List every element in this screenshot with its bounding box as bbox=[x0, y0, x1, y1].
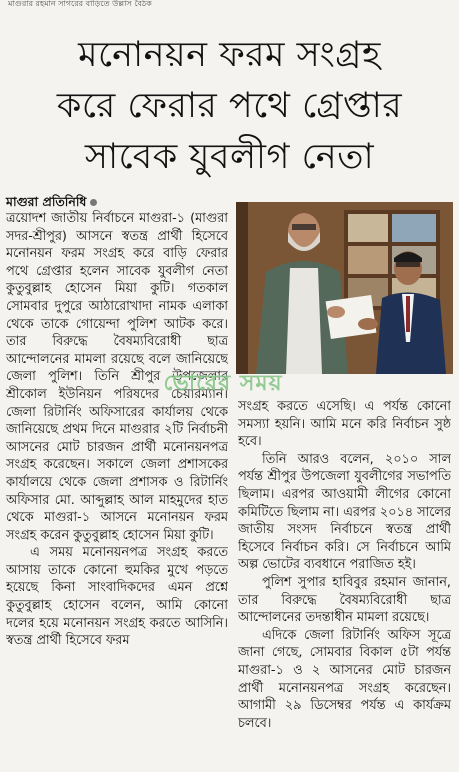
bullet-icon bbox=[90, 199, 97, 206]
headline-line-3: সাবেক যুবলীগ নেতা bbox=[84, 137, 375, 177]
top-strip-text: মাগুরার রহমান সাগরের বাড়িতে উল্লাস বৈঠক bbox=[8, 0, 152, 8]
article-paragraph: পুলিশ সুপার হাবিবুর রহমান জানান, তার বিরুদ্ধে বৈষম্যবিরোধী ছাত্র আন্দোলনের তদন্তাধীন মামলা রয়েছে। bbox=[238, 574, 451, 626]
article-left-column bbox=[6, 210, 228, 755]
article-paragraph: এদিকে জেলা রিটার্নিং অফিস সূত্রে জানা গেছে, সোমবার বিকাল ৫টা পর্যন্ত মাগুরা-১ ও ২ আসনের মোট চারজন প্রার্থী মনোনয়নপত্র সংগ্রহ করেছেন। আগামী ২৯ ডিসেম্বর পর্যন্ত এ কার্যক্রম চলবে। bbox=[238, 627, 451, 731]
watermark-logo: ভোরের সময় bbox=[163, 371, 283, 396]
headline-line-2: করে ফেরার পথে গ্রেপ্তার bbox=[56, 86, 403, 126]
headline-line-1: মনোনয়ন ফরম সংগ্রহ bbox=[78, 35, 381, 75]
article-right-column bbox=[238, 398, 451, 755]
photo-icon bbox=[236, 202, 453, 374]
article-paragraph: ত্রয়োদশ জাতীয় নির্বাচনে মাগুরা-১ (মাগুরা সদর-শ্রীপুর) আসনে স্বতন্ত্র প্রার্থী হিসেবে মনোনয়ন ফরম সংগ্রহ করে বাড়ি ফেরার পথে গ্রেপ্তার হলেন সাবেক যুবলীগ নেতা কুতুবুল্লাহ হোসেন মিয়া কুটি। গতকাল সোমবার দুপুরে আঠারোখাদা নামক এলাকা থেকে তাকে গোয়েন্দা পুলিশ আটক করে। তার বিরুদ্ধে বৈষম্যবিরোধী ছাত্র আন্দোলনের মামলা রয়েছে বলে জানিয়েছে জেলা পুলিশ। তিনি শ্রীপুর উপজেলার শ্রীকোল ইউনিয়ন পরিষদের চেয়ারম্যান। জেলা রিটার্নিং অফিসারের কার্যালয় থেকে জানিয়েছে প্রথম দিনে মাগুরার ২টি নির্বাচনী আসনের মোট চারজন প্রার্থী মনোনয়নপত্র সংগ্রহ করেছেন। সকালে জেলা প্রশাসকের কার্যালয়ে থেকে জেলা প্রশাসক ও রিটার্নিং অফিসার মো. আব্দুল্লাহ আল মাহমুদের হাত থেকে মাগুরা-১ আসনে মনোনয়ন ফরম সংগ্রহ করেন কুতুবুল্লাহ হোসেন মিয়া কুটি। bbox=[6, 211, 228, 543]
article-paragraph: এ সময় মনোনয়নপত্র সংগ্রহ করতে আসায় তাকে কোনো হুমকির মুখে পড়তে হয়েছে কিনা সাংবাদিকদের এমন প্রশ্নে কুতুবুল্লাহ হোসেন বলেন, আমি কোনো দলের হয়ে মনোনয়ন সংগ্রহ করতে আসিনি। স্বতন্ত্র প্রার্থী হিসেবে ফরম bbox=[6, 545, 228, 649]
article-paragraph: সংগ্রহ করতে এসেছি। এ পর্যন্ত কোনো সমস্যা হয়নি। আমি মনে করি নির্বাচন সুষ্ঠ হবে। bbox=[238, 399, 451, 450]
article-paragraph: তিনি আরও বলেন, ২০১০ সাল পর্যন্ত শ্রীপুর উপজেলা যুবলীগের সভাপতি ছিলাম। এরপর আওয়ামী লীগের কোনো কমিটিতে ছিলাম না। এরপর ২০১৪ সালের জাতীয় সংসদ নির্বাচনে স্বতন্ত্র প্রার্থী হিসেবে নির্বাচন করি। সে নির্বাচনে আমি অল্প ভোটের ব্যবধানে পরাজিত হই। bbox=[238, 451, 451, 573]
headline bbox=[6, 30, 453, 183]
news-photo bbox=[236, 202, 453, 374]
byline-text: মাগুরা প্রতিনিধি bbox=[6, 194, 87, 209]
